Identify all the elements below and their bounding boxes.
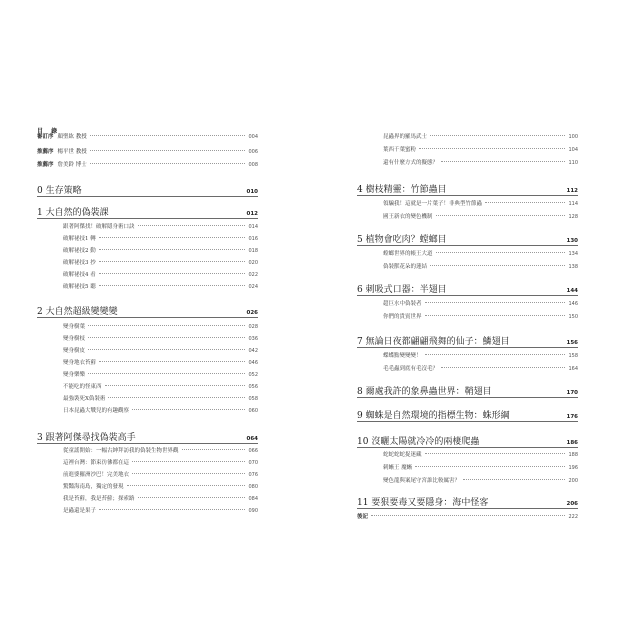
dot-leader [425, 302, 566, 303]
dot-leader [88, 325, 245, 326]
page-number: 052 [248, 372, 258, 378]
section-entry[interactable] [357, 158, 578, 166]
dot-leader [88, 373, 245, 374]
page-number: 064 [246, 436, 258, 442]
section-entry[interactable] [37, 322, 258, 330]
page-number: 114 [568, 201, 578, 207]
page-number: 176 [566, 414, 578, 420]
section-entry[interactable] [37, 458, 258, 466]
section-entry[interactable] [37, 346, 258, 354]
section-title: 變身樹葉 [63, 324, 86, 330]
chapter-title: 10 沒曬太陽就冷冷的兩棲爬蟲 [357, 437, 480, 447]
page-number: 058 [248, 396, 258, 402]
section-title: 變身樂樂 [63, 372, 86, 378]
page-number: 042 [248, 348, 258, 354]
section-entry[interactable] [357, 299, 578, 307]
dot-leader [99, 509, 245, 510]
page-number: 146 [568, 301, 578, 307]
page-number: 024 [248, 284, 258, 290]
page-number: 186 [566, 440, 578, 446]
dot-leader [425, 354, 566, 355]
page-number: 010 [246, 189, 258, 195]
page-number: 004 [248, 134, 258, 140]
dot-leader [108, 397, 245, 398]
page-number: 222 [568, 514, 578, 520]
page-number: 128 [568, 214, 578, 220]
page-number: 026 [246, 310, 258, 316]
dot-leader [88, 337, 245, 338]
section-entry[interactable] [37, 370, 258, 378]
dot-leader [105, 385, 246, 386]
page-number: 014 [248, 224, 258, 230]
preface-title: 詹美鈴 博士 [57, 162, 87, 168]
dot-leader [182, 449, 246, 450]
preface-title: 楊平世 教授 [57, 149, 87, 155]
section-title: 日本昆蟲大戰兒的有趣觀察 [63, 408, 130, 414]
section-entry[interactable] [37, 222, 258, 230]
section-entry[interactable] [37, 358, 258, 366]
section-title: 超巨水中偽裝者 [383, 301, 422, 307]
section-entry[interactable] [37, 382, 258, 390]
chapter-8-entry[interactable] [357, 384, 578, 398]
chapter-title: 2 大自然超級變變變 [37, 307, 118, 317]
section-title: 螳螂世界的帳王大道 [383, 251, 433, 257]
section-title: 蝶蝶點變變變！ [383, 353, 422, 359]
dot-leader [371, 515, 565, 516]
dot-leader [436, 215, 566, 216]
page-number: 020 [248, 260, 258, 266]
dot-leader [138, 497, 246, 498]
page-number: 150 [568, 314, 578, 320]
preface-title: 顏聖紘 教授 [57, 134, 87, 140]
section-title: 破解祕技5 聽 [63, 284, 96, 290]
dot-leader [425, 315, 566, 316]
chapter-9-entry[interactable] [357, 408, 578, 422]
chapter-10-entry[interactable] [357, 434, 578, 448]
page-number: 006 [248, 149, 258, 155]
section-entry[interactable] [357, 364, 578, 372]
section-entry[interactable] [37, 394, 258, 402]
page-number: 144 [566, 288, 578, 294]
page-number: 130 [566, 238, 578, 244]
section-entry[interactable] [37, 246, 258, 254]
page-number: 104 [568, 147, 578, 153]
page-number: 070 [248, 460, 258, 466]
page-number: 134 [568, 251, 578, 257]
section-title: 這裡台灣：節束彷彿都在這 [63, 460, 130, 466]
section-entry[interactable] [37, 406, 258, 414]
page-number: 080 [248, 484, 258, 490]
dot-leader [441, 367, 565, 368]
dot-leader [430, 265, 565, 266]
dot-leader [127, 485, 246, 486]
afterword-title: 後記 [357, 514, 369, 520]
chapter-title: 11 要狠要毒又要隱身：海中怪客 [357, 498, 489, 508]
section-entry[interactable] [357, 351, 578, 359]
section-title: 破解祕技4 看 [63, 272, 96, 278]
section-title: 破解祕技3 抄 [63, 260, 96, 266]
page-number: 016 [248, 236, 258, 242]
section-entry[interactable] [37, 470, 258, 478]
dot-leader [99, 285, 246, 286]
chapter-title: 6 刺吸式口器：半翅目 [357, 285, 447, 295]
section-title: 刺蜥王 魔蜥 [383, 465, 413, 471]
page-number: 076 [248, 472, 258, 478]
preface-tag: 推薦序 [37, 149, 54, 155]
page-number: 008 [248, 162, 258, 168]
page-number: 060 [248, 408, 258, 414]
chapter-1-entry[interactable] [37, 205, 258, 219]
section-title: 破解祕技2 動 [63, 248, 96, 254]
section-entry[interactable] [357, 450, 578, 458]
page-number: 084 [248, 496, 258, 502]
section-title: 葉西千葉蜜粉 [383, 147, 417, 153]
dot-leader [419, 148, 565, 149]
page-number: 090 [248, 508, 258, 514]
section-title: 國王新衣的變色機制 [383, 214, 433, 220]
page-number: 028 [248, 324, 258, 330]
section-title: 是蟲還是果子 [63, 508, 97, 514]
toc-heading: 目 錄 [37, 128, 61, 135]
section-entry[interactable] [37, 258, 258, 266]
dot-leader [90, 163, 246, 164]
page-number: 170 [566, 390, 578, 396]
chapter-title: 1 大自然的偽裝課 [37, 208, 109, 218]
dot-leader [436, 252, 566, 253]
page-number: 046 [248, 360, 258, 366]
section-entry[interactable] [357, 132, 578, 140]
page-number: 056 [248, 384, 258, 390]
section-title: 你們的貴賓世界 [383, 314, 422, 320]
section-title: 毛毛蟲到底有毛沒毛？ [383, 366, 439, 372]
page-number: 066 [248, 448, 258, 454]
section-title: 還有什麼方式的擬態？ [383, 160, 439, 166]
page-number: 206 [566, 501, 578, 507]
preface-entry[interactable] [37, 160, 258, 168]
section-entry[interactable] [37, 482, 258, 490]
dot-leader [99, 249, 246, 250]
section-entry[interactable] [37, 446, 258, 454]
page-number: 018 [248, 248, 258, 254]
chapter-title: 7 無論日夜都翩翩飛舞的仙子：鱗翅目 [357, 337, 510, 347]
preface-tag: 審訂序 [37, 134, 54, 140]
page-number: 164 [568, 366, 578, 372]
dot-leader [99, 273, 246, 274]
section-title: 變身樹枝 [63, 336, 86, 342]
dot-leader [99, 261, 246, 262]
preface-entry[interactable] [37, 147, 258, 155]
section-entry[interactable] [37, 282, 258, 290]
section-entry[interactable] [37, 494, 258, 502]
chapter-7-entry[interactable] [357, 334, 578, 348]
section-entry[interactable] [37, 234, 258, 242]
dot-leader [90, 150, 246, 151]
chapter-title: 8 爾處我許的象鼻蟲世界：鞘翅目 [357, 387, 492, 397]
dot-leader [88, 349, 245, 350]
section-title: 領騙我！這就是一片葉子！非典型竹節蟲 [383, 201, 483, 207]
section-entry[interactable] [357, 463, 578, 471]
dot-leader [430, 135, 565, 136]
section-title: 變身樹皮 [63, 348, 86, 354]
section-title: 蛇蛇蛇蛇捉迷藏 [383, 452, 422, 458]
chapter-title: 9 蜘蛛是自然環境的指標生物：蛛形綱 [357, 411, 510, 421]
page-number: 156 [566, 340, 578, 346]
chapter-6-entry[interactable] [357, 282, 578, 296]
page-number: 200 [568, 478, 578, 484]
page-number: 158 [568, 353, 578, 359]
dot-leader [132, 409, 245, 410]
section-title: 不能吃的怪東西 [63, 384, 102, 390]
section-entry[interactable] [357, 476, 578, 484]
section-entry[interactable] [357, 145, 578, 153]
page-number: 196 [568, 465, 578, 471]
page-number: 188 [568, 452, 578, 458]
chapter-title: 3 跟著阿傑尋找偽裝高手 [37, 433, 136, 443]
chapter-title: 0 生存策略 [37, 186, 82, 196]
dot-leader [99, 361, 245, 362]
section-title: 我是苔蘚，我是苔蘚；探索路 [63, 496, 135, 502]
page-number: 022 [248, 272, 258, 278]
section-title: 昆蟲界的羅馬武士 [383, 134, 428, 140]
dot-leader [485, 202, 565, 203]
dot-leader [138, 225, 246, 226]
section-entry[interactable] [357, 199, 578, 207]
chapter-5-entry[interactable] [357, 232, 578, 246]
chapter-3-entry[interactable] [37, 430, 258, 444]
section-title: 破解祕技1 轉 [63, 236, 96, 242]
dot-leader [90, 135, 246, 136]
section-title: 偽裝獸花朵的蓮結 [383, 264, 428, 270]
section-entry[interactable] [357, 212, 578, 220]
preface-entry[interactable] [37, 132, 258, 140]
chapter-0-entry[interactable] [37, 183, 258, 197]
section-entry[interactable] [37, 334, 258, 342]
section-entry[interactable] [357, 312, 578, 320]
section-entry[interactable] [357, 249, 578, 257]
page-number: 112 [566, 188, 578, 194]
section-title: 變身地衣苔蘚 [63, 360, 97, 366]
page-number: 036 [248, 336, 258, 342]
dot-leader [415, 466, 565, 467]
chapter-2-entry[interactable] [37, 304, 258, 318]
section-title: 前進婆羅洲沙巴！完美地衣 [63, 472, 130, 478]
dot-leader [99, 237, 246, 238]
dot-leader [132, 473, 245, 474]
dot-leader [132, 461, 245, 462]
chapter-title: 4 樹枝精靈：竹節蟲目 [357, 185, 447, 195]
chapter-title: 5 植物會吃肉？螳螂目 [357, 235, 447, 245]
section-title: 驚豔海南島，獨定的發現 [63, 484, 124, 490]
section-entry[interactable] [37, 506, 258, 514]
afterword-entry[interactable] [357, 512, 578, 520]
chapter-11-entry[interactable] [357, 495, 578, 509]
page-number: 100 [568, 134, 578, 140]
dot-leader [441, 161, 565, 162]
preface-tag: 推薦序 [37, 162, 54, 168]
section-title: 最強裝死X偽裝術 [63, 396, 106, 402]
section-title: 跟著阿傑找！破解隱身術口訣 [63, 224, 135, 230]
dot-leader [425, 453, 566, 454]
page-number: 138 [568, 264, 578, 270]
section-title: 變色龍與案尾守宮誰比較厲害？ [383, 478, 461, 484]
chapter-4-entry[interactable] [357, 182, 578, 196]
dot-leader [463, 479, 565, 480]
section-entry[interactable] [37, 270, 258, 278]
section-entry[interactable] [357, 262, 578, 270]
page-number: 110 [568, 160, 578, 166]
section-title: 從童謠開始：一幅古紳拜訪我的偽裝生物世界觀 [63, 448, 179, 454]
page-number: 012 [246, 211, 258, 217]
